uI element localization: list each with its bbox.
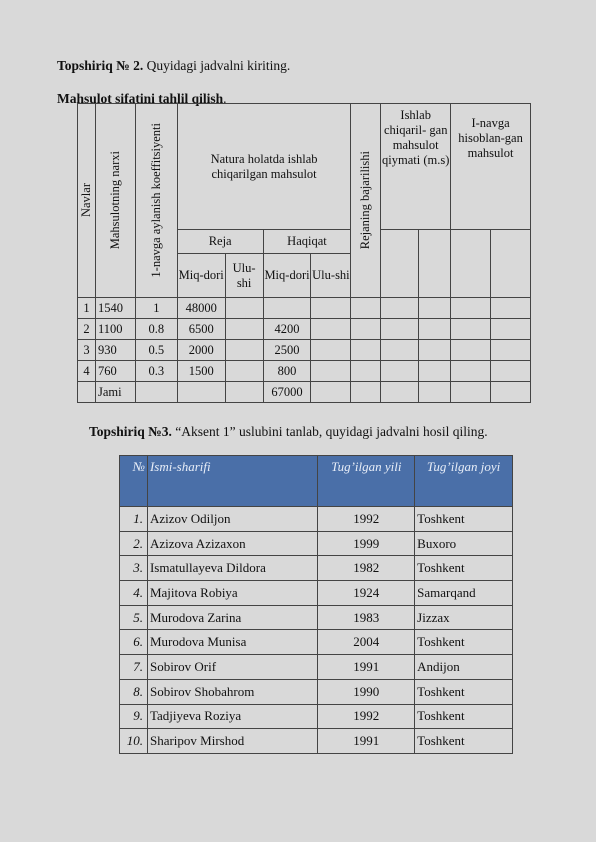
place-cell: Jizzax [415,605,513,630]
place-cell: Andijon [415,655,513,680]
table-row [78,340,531,361]
year-cell: 1924 [318,581,415,606]
table-row [120,531,513,556]
year-cell: 1990 [318,679,415,704]
place-cell: Toshkent [415,679,513,704]
row-number: 7. [120,655,148,680]
name-cell: Tadjiyeva Roziya [147,704,317,729]
row-number: 5. [120,605,148,630]
header-number: № [120,456,148,507]
actual-qty-cell: 800 [263,361,311,382]
name-cell: Sobirov Orif [147,655,317,680]
row-number: 3 [78,340,96,361]
year-cell: 1992 [318,507,415,532]
empty-cell [419,230,451,298]
table-row [120,507,513,532]
place-cell: Toshkent [415,729,513,754]
header-koef: 1-navga aylanish koeffitsiyenti [135,104,177,298]
table-row [78,319,531,340]
header-navlar: Navlar [78,104,96,298]
name-cell: Sobirov Shobahrom [147,679,317,704]
header-natura: Natura holatda ishlab chiqarilgan mahsulot [177,104,351,230]
year-cell: 1991 [318,655,415,680]
task-3-label: Topshiriq №3. [89,424,172,439]
year-cell: 2004 [318,630,415,655]
name-cell: Murodova Munisa [147,630,317,655]
header-row [120,456,513,507]
table-row [120,655,513,680]
header-ulushi-reja: Ulu-shi [225,254,263,298]
place-cell: Buxoro [415,531,513,556]
plan-qty-cell: 1500 [177,361,225,382]
place-cell: Toshkent [415,556,513,581]
row-number: 2. [120,531,148,556]
price-cell: 760 [95,361,135,382]
name-cell: Sharipov Mirshod [147,729,317,754]
year-cell: 1999 [318,531,415,556]
table-row [120,729,513,754]
actual-qty-cell: 2500 [263,340,311,361]
year-cell: 1992 [318,704,415,729]
row-number: 2 [78,319,96,340]
row-number: 4. [120,581,148,606]
header-bajarilish: Rejaning bajarilishi [351,104,381,298]
place-cell: Toshkent [415,704,513,729]
total-label: Jami [95,382,135,403]
empty-cell [451,230,491,298]
name-cell: Murodova Zarina [147,605,317,630]
total-row [78,382,531,403]
row-number: 6. [120,630,148,655]
table-row [120,605,513,630]
row-number: 4 [78,361,96,382]
name-cell: Majitova Robiya [147,581,317,606]
task-2-text: Quyidagi jadvalni kiriting. [143,58,291,73]
table-row [78,361,531,382]
actual-qty-cell [263,298,311,319]
row-number: 10. [120,729,148,754]
header-miqdori-haqiqat: Miq-dori [263,254,311,298]
row-number: 1 [78,298,96,319]
plan-qty-cell: 6500 [177,319,225,340]
header-qiymati: Ishlab chiqaril- gan mahsulot qiymati (m.s) [381,104,451,230]
year-cell: 1983 [318,605,415,630]
header-reja: Reja [177,230,263,254]
table-row [120,630,513,655]
task-2-heading [57,58,290,74]
header-narx: Mahsulotning narxi [95,104,135,298]
plan-qty-cell: 2000 [177,340,225,361]
year-cell: 1982 [318,556,415,581]
header-ulushi-haqiqat: Ulu-shi [311,254,351,298]
place-cell: Toshkent [415,630,513,655]
price-cell: 1540 [95,298,135,319]
table-1-title-dot: . [223,91,227,106]
task-3-text: “Aksent 1” uslubini tanlab, quyidagi jadvalni hosil qiling. [171,424,488,439]
table-1-title-text: Mahsulot sifatini tahlil qilish [57,91,224,106]
header-haqiqat: Haqiqat [263,230,351,254]
actual-qty-cell: 4200 [263,319,311,340]
table-row [120,679,513,704]
persons-table [119,455,513,754]
coef-cell: 1 [135,298,177,319]
header-hisoblangan: I-navga hisoblan-gan mahsulot [451,104,531,230]
quality-analysis-table [77,103,531,403]
row-number: 8. [120,679,148,704]
header-name: Ismi-sharifi [147,456,317,507]
year-cell: 1991 [318,729,415,754]
place-cell: Toshkent [415,507,513,532]
empty-cell [381,230,419,298]
table-row [78,298,531,319]
row-number: 9. [120,704,148,729]
total-actual-cell: 67000 [263,382,311,403]
name-cell: Azizov Odiljon [147,507,317,532]
table-row [120,556,513,581]
row-number: 1. [120,507,148,532]
place-cell: Samarqand [415,581,513,606]
header-birth-year: Tug’ilgan yili [318,456,415,507]
header-birth-place: Tug’ilgan joyi [415,456,513,507]
table-row [120,704,513,729]
coef-cell: 0.3 [135,361,177,382]
table-row [120,581,513,606]
task-2-label: Topshiriq № 2. [57,58,144,73]
plan-qty-cell: 48000 [177,298,225,319]
name-cell: Ismatullayeva Dildora [147,556,317,581]
row-number: 3. [120,556,148,581]
header-miqdori-reja: Miq-dori [177,254,225,298]
empty-cell [491,230,531,298]
coef-cell: 0.5 [135,340,177,361]
coef-cell: 0.8 [135,319,177,340]
price-cell: 930 [95,340,135,361]
task-3-heading [89,424,488,440]
name-cell: Azizova Azizaxon [147,531,317,556]
price-cell: 1100 [95,319,135,340]
